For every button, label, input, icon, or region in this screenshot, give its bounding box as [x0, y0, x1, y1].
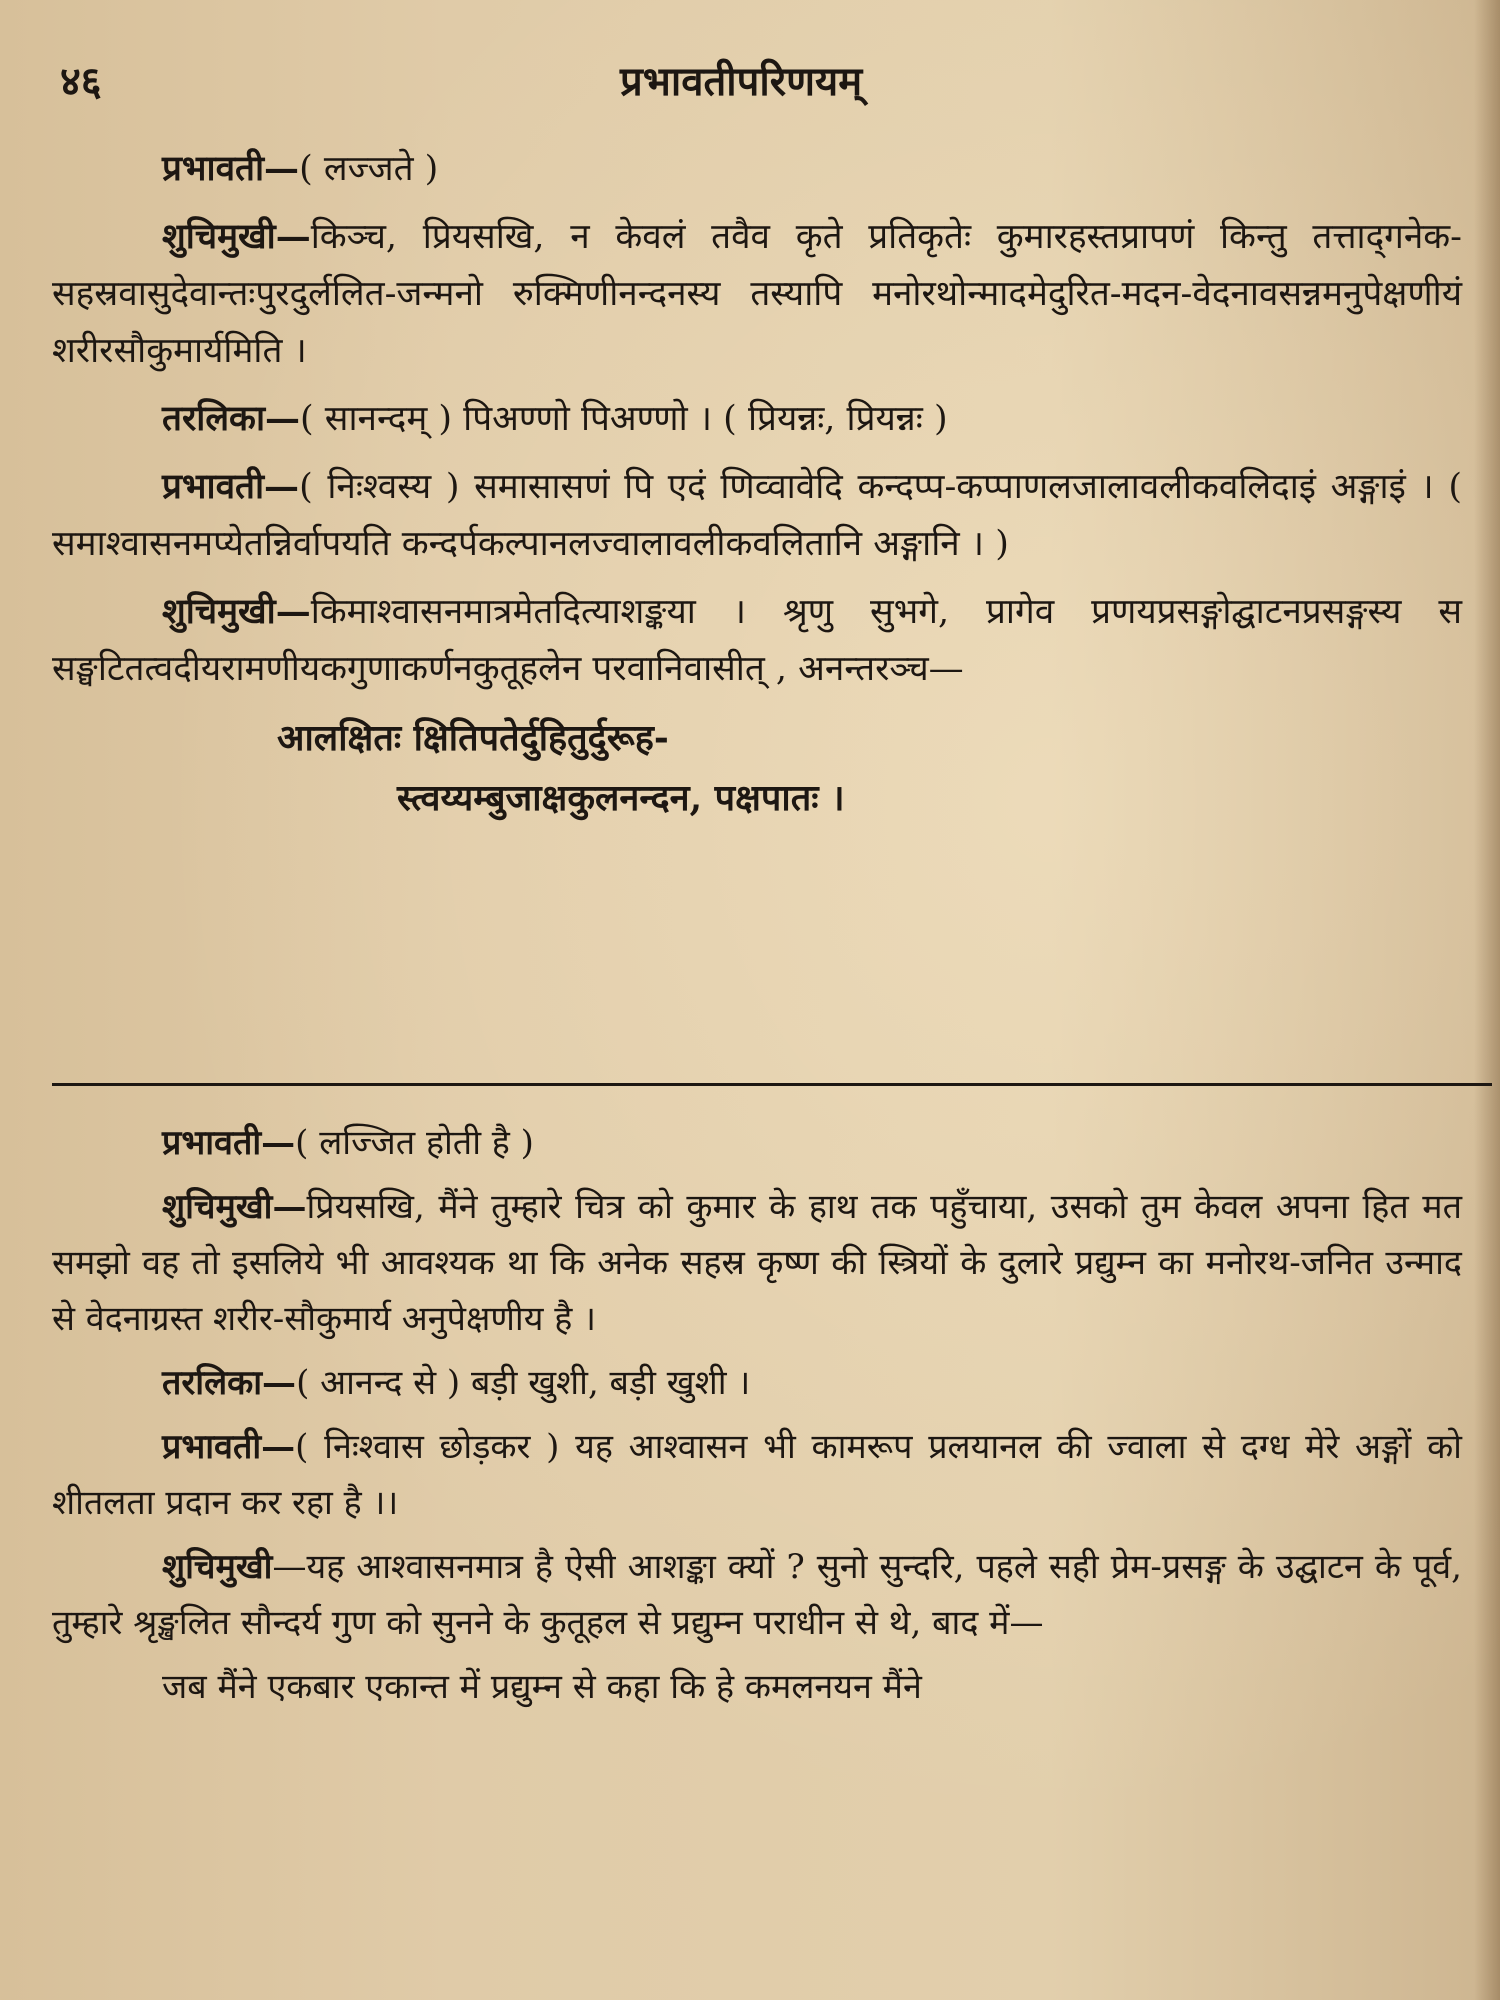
- dialogue-text: ( लज्जते ): [299, 149, 439, 189]
- hindi-paragraph: [52, 1539, 1462, 1651]
- dialogue-text: ( सानन्दम् ) पिअण्णो पिअण्णो । ( प्रियन्नः, प्रियन्नः ): [300, 399, 948, 439]
- verse-line: आलक्षितः क्षितिपतेर्दुहितुर्दुरूह-: [277, 717, 669, 759]
- dialogue-text: जब मैंने एकबार एकान्त में प्रद्युम्न से कहा कि हे कमलनयन मैंने: [162, 1667, 922, 1707]
- hindi-paragraph: [52, 1419, 1462, 1531]
- speaker-name: तरलिका—: [162, 1363, 297, 1403]
- dialogue-text: ( निःश्वस्य ) समासासणं पि एदं णिव्वावेदि कन्दप्प-कप्पाणलजालावलीकवलिदाइं अङ्गाइं । ( समाश्वासनमप्येतन्निर्वापयति कन्दर्पकल्पानलज्वालावलीकवलितानि अङ्गानि । ): [52, 467, 1462, 564]
- hindi-paragraph: [52, 1115, 1462, 1171]
- speaker-name: प्रभावती—: [162, 148, 300, 189]
- dialogue-text: —यह आश्वासनमात्र है ऐसी आशङ्का क्यों ? सुनो सुन्दरि, पहले सही प्रेम-प्रसङ्ग के उद्घाटन के पूर्व, तुम्हारे श्रृङ्खलित सौन्दर्य गुण को सुनने के कुतूहल से प्रद्युम्न पराधीन से थे, बाद में—: [52, 1547, 1462, 1643]
- page-gutter-shadow: [1474, 0, 1500, 2000]
- verse-block: [52, 708, 1462, 828]
- dialogue-text: प्रियसखि, मैंने तुम्हारे चित्र को कुमार के हाथ तक पहुँचाया, उसको तुम केवल अपना हित मत समझो वह तो इसलिये भी आवश्यक था कि अनेक सहस्र कृष्ण की स्त्रियों के दुलारे प्रद्युम्न का मनोरथ-जनित उन्माद से वेदनाग्रस्त शरीर-सौकुमार्य अनुपेक्षणीय है ।: [52, 1187, 1462, 1339]
- dialogue-text: किमाश्वासनमात्रमेतदित्याशङ्कया । श्रृणु सुभगे, प्रागेव प्रणयप्रसङ्गोद्घाटनप्रसङ्गस्य स सङ्घटितत्वदीयरामणीयकगुणाकर्णनकुतूहलेन परवानिवासीत् , अनन्तरञ्च—: [52, 592, 1462, 689]
- hindi-paragraph: [52, 1355, 1462, 1411]
- speaker-name: शुचिमुखी—: [162, 1187, 307, 1227]
- sanskrit-paragraph: [52, 140, 1462, 198]
- speaker-name: शुचिमुखी—: [162, 216, 311, 257]
- sanskrit-paragraph: [52, 458, 1462, 573]
- speaker-name: शुचिमुखी: [162, 1547, 273, 1587]
- page-header: [60, 52, 1460, 112]
- speaker-name: शुचिमुखी—: [162, 591, 311, 632]
- sanskrit-text-block: [52, 140, 1462, 828]
- running-title: प्रभावतीपरिणयम्: [620, 58, 863, 105]
- speaker-name: प्रभावती—: [162, 466, 300, 507]
- dialogue-text: किञ्च, प्रियसखि, न केवलं तवैव कृते प्रतिकृतेः कुमारहस्तप्रापणं किन्तु तत्ताद‍्गनेक-सहस्रवासुदेवान्तःपुरदुर्ललित-जन्मनो रुक्मिणीनन्दनस्य तस्यापि मनोरथोन्मादमेदुरित-मदन-वेदनावसन्नमनुपेक्षणीयं शरीरसौकुमार्यमिति ।: [52, 217, 1462, 371]
- sanskrit-paragraph: [52, 208, 1462, 380]
- hindi-translation-block: [52, 1115, 1462, 1723]
- speaker-name: प्रभावती—: [162, 1123, 296, 1163]
- page-number: ४६: [60, 58, 102, 105]
- section-divider: [52, 1083, 1492, 1086]
- speaker-name: प्रभावती—: [162, 1427, 296, 1467]
- dialogue-text: ( निःश्वास छोड़कर ) यह आश्वासन भी कामरूप प्रलयानल की ज्वाला से दग्ध मेरे अङ्गों को शीतलता प्रदान कर रहा है ।।: [52, 1427, 1462, 1523]
- sanskrit-paragraph: [52, 390, 1462, 448]
- hindi-paragraph: [52, 1179, 1462, 1347]
- dialogue-text: ( आनन्द से ) बड़ी खुशी, बड़ी खुशी ।: [296, 1363, 751, 1403]
- verse-line: स्त्वय्यम्बुजाक्षकुलनन्दन, पक्षपातः ।: [397, 777, 845, 819]
- speaker-name: तरलिका—: [162, 398, 301, 439]
- dialogue-text: ( लज्जित होती है ): [295, 1123, 534, 1163]
- hindi-paragraph: [52, 1659, 1462, 1715]
- sanskrit-paragraph: [52, 583, 1462, 698]
